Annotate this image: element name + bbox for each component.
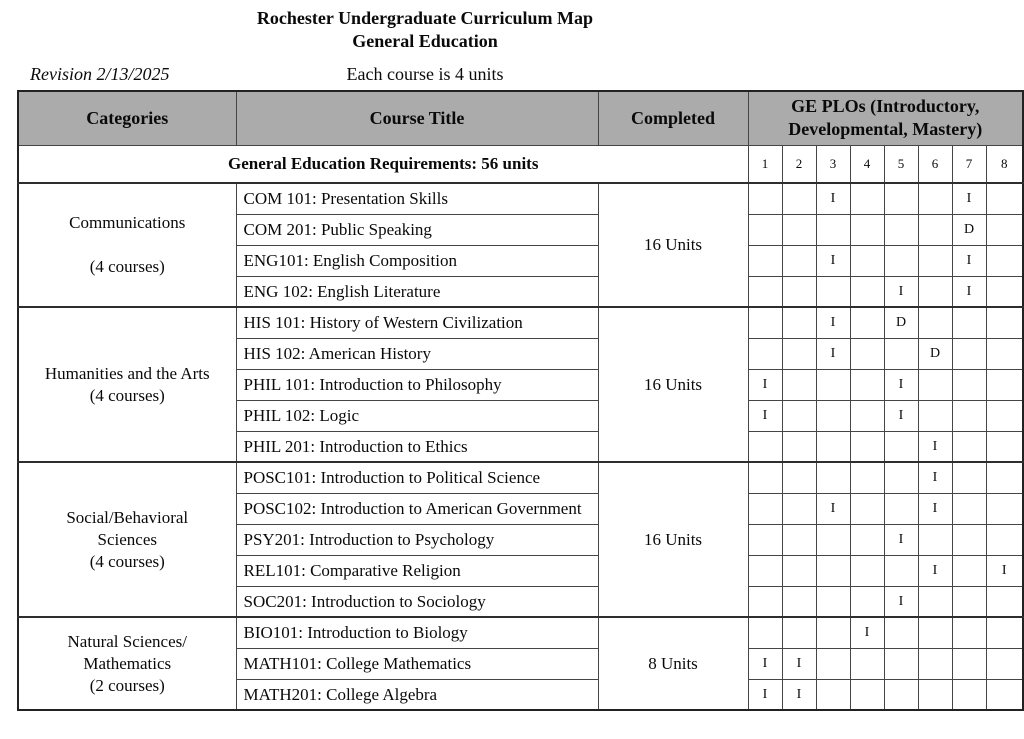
- plo-empty-cell: [884, 462, 918, 493]
- plo-column-number: 2: [782, 145, 816, 183]
- plo-empty-cell: [952, 648, 986, 679]
- ge-requirements-label: General Education Requirements: 56 units: [18, 145, 748, 183]
- category-line: Mathematics: [83, 653, 172, 673]
- plo-empty-cell: [986, 214, 1023, 245]
- course-title-cell: ENG 102: English Literature: [236, 276, 598, 307]
- plo-mark-cell: I: [986, 555, 1023, 586]
- plo-empty-cell: [816, 214, 850, 245]
- plo-empty-cell: [748, 276, 782, 307]
- plo-empty-cell: [918, 307, 952, 338]
- course-row: [18, 617, 1023, 648]
- ge-plos-header: GE PLOs (Introductory, Developmental, Mastery): [748, 91, 1023, 145]
- plo-empty-cell: [816, 586, 850, 617]
- plo-mark-cell: I: [816, 338, 850, 369]
- plo-empty-cell: [816, 400, 850, 431]
- course-title-cell: HIS 101: History of Western Civilization: [236, 307, 598, 338]
- plo-empty-cell: [782, 369, 816, 400]
- plo-column-number: 5: [884, 145, 918, 183]
- plo-empty-cell: [748, 462, 782, 493]
- plo-empty-cell: [952, 400, 986, 431]
- plo-empty-cell: [884, 245, 918, 276]
- plo-empty-cell: [748, 493, 782, 524]
- units-note: Each course is 4 units: [346, 64, 504, 84]
- plo-empty-cell: [782, 245, 816, 276]
- plo-empty-cell: [782, 276, 816, 307]
- plo-empty-cell: [986, 462, 1023, 493]
- plo-mark-cell: D: [952, 214, 986, 245]
- plo-empty-cell: [816, 431, 850, 462]
- plo-mark-cell: I: [884, 369, 918, 400]
- course-title-cell: SOC201: Introduction to Sociology: [236, 586, 598, 617]
- plo-empty-cell: [748, 524, 782, 555]
- plo-mark-cell: I: [850, 617, 884, 648]
- plo-empty-cell: [748, 555, 782, 586]
- completed-units-cell: 16 Units: [598, 307, 748, 462]
- plo-empty-cell: [952, 338, 986, 369]
- plo-empty-cell: [986, 679, 1023, 710]
- course-title-cell: REL101: Comparative Religion: [236, 555, 598, 586]
- course-row: [18, 462, 1023, 493]
- category-cell: [18, 183, 236, 307]
- plo-column-number: 6: [918, 145, 952, 183]
- course-row: [18, 183, 1023, 214]
- plo-empty-cell: [986, 493, 1023, 524]
- plo-empty-cell: [850, 586, 884, 617]
- plo-empty-cell: [748, 245, 782, 276]
- plo-empty-cell: [986, 245, 1023, 276]
- plo-mark-cell: I: [952, 183, 986, 214]
- course-title-cell: HIS 102: American History: [236, 338, 598, 369]
- plo-empty-cell: [952, 369, 986, 400]
- course-title-cell: COM 201: Public Speaking: [236, 214, 598, 245]
- categories-header: Categories: [18, 91, 236, 145]
- completed-units-cell: 16 Units: [598, 462, 748, 617]
- plo-empty-cell: [952, 462, 986, 493]
- plo-mark-cell: I: [748, 400, 782, 431]
- plo-empty-cell: [850, 400, 884, 431]
- category-line: Communications: [69, 213, 186, 233]
- plo-empty-cell: [850, 679, 884, 710]
- plo-empty-cell: [748, 183, 782, 214]
- category-cell: [18, 307, 236, 462]
- category-cell: [18, 617, 236, 710]
- plo-column-number: 4: [850, 145, 884, 183]
- plo-empty-cell: [884, 648, 918, 679]
- plo-column-number: 3: [816, 145, 850, 183]
- plo-empty-cell: [884, 493, 918, 524]
- plo-empty-cell: [986, 369, 1023, 400]
- plo-empty-cell: [748, 307, 782, 338]
- completed-units-cell: 8 Units: [598, 617, 748, 710]
- plo-empty-cell: [850, 462, 884, 493]
- plo-empty-cell: [884, 338, 918, 369]
- plo-mark-cell: I: [816, 493, 850, 524]
- category-line: [23, 234, 232, 256]
- plo-empty-cell: [952, 307, 986, 338]
- course-title-cell: PHIL 201: Introduction to Ethics: [236, 431, 598, 462]
- plo-empty-cell: [748, 617, 782, 648]
- plo-empty-cell: [918, 648, 952, 679]
- plo-empty-cell: [748, 431, 782, 462]
- header-sub-row: [0, 63, 850, 86]
- course-row: [18, 307, 1023, 338]
- plo-empty-cell: [782, 462, 816, 493]
- plo-empty-cell: [782, 493, 816, 524]
- plo-empty-cell: [884, 214, 918, 245]
- plo-empty-cell: [986, 431, 1023, 462]
- category-line: Social/Behavioral: [66, 507, 189, 527]
- plo-mark-cell: I: [952, 245, 986, 276]
- course-title-cell: POSC101: Introduction to Political Science: [236, 462, 598, 493]
- plo-mark-cell: I: [748, 679, 782, 710]
- plo-empty-cell: [952, 431, 986, 462]
- plo-mark-cell: I: [952, 276, 986, 307]
- plo-mark-cell: I: [816, 183, 850, 214]
- plo-empty-cell: [918, 586, 952, 617]
- plo-empty-cell: [782, 338, 816, 369]
- plo-empty-cell: [782, 555, 816, 586]
- table-header-row: [18, 91, 1023, 145]
- category-line: (4 courses): [89, 257, 165, 277]
- plo-empty-cell: [748, 338, 782, 369]
- plo-empty-cell: [816, 524, 850, 555]
- plo-mark-cell: I: [748, 369, 782, 400]
- plo-empty-cell: [884, 431, 918, 462]
- plo-empty-cell: [918, 245, 952, 276]
- plo-empty-cell: [782, 214, 816, 245]
- plo-empty-cell: [850, 276, 884, 307]
- plo-mark-cell: I: [918, 555, 952, 586]
- plo-mark-cell: I: [816, 307, 850, 338]
- plo-mark-cell: D: [918, 338, 952, 369]
- category-line: Sciences: [97, 529, 157, 549]
- completed-units-cell: 16 Units: [598, 183, 748, 307]
- plo-empty-cell: [918, 679, 952, 710]
- plo-empty-cell: [952, 617, 986, 648]
- plo-empty-cell: [952, 524, 986, 555]
- course-title-cell: POSC102: Introduction to American Government: [236, 493, 598, 524]
- requirements-row: [18, 145, 1023, 183]
- plo-empty-cell: [918, 276, 952, 307]
- plo-column-number: 1: [748, 145, 782, 183]
- plo-empty-cell: [782, 400, 816, 431]
- plo-empty-cell: [816, 679, 850, 710]
- course-title-cell: BIO101: Introduction to Biology: [236, 617, 598, 648]
- plo-mark-cell: I: [918, 493, 952, 524]
- course-title-cell: MATH101: College Mathematics: [236, 648, 598, 679]
- plo-mark-cell: I: [884, 276, 918, 307]
- plo-empty-cell: [986, 617, 1023, 648]
- course-title-cell: PHIL 102: Logic: [236, 400, 598, 431]
- plo-empty-cell: [850, 493, 884, 524]
- category-line: Natural Sciences/: [67, 631, 187, 651]
- plo-empty-cell: [782, 183, 816, 214]
- plo-mark-cell: I: [782, 679, 816, 710]
- plo-empty-cell: [850, 555, 884, 586]
- plo-empty-cell: [918, 369, 952, 400]
- plo-empty-cell: [918, 214, 952, 245]
- document-header: [0, 7, 850, 86]
- plo-empty-cell: [884, 617, 918, 648]
- plo-empty-cell: [816, 648, 850, 679]
- plo-empty-cell: [952, 586, 986, 617]
- category-line: (4 courses): [89, 385, 165, 405]
- plo-empty-cell: [884, 679, 918, 710]
- plo-empty-cell: [986, 648, 1023, 679]
- plo-empty-cell: [850, 524, 884, 555]
- plo-empty-cell: [782, 431, 816, 462]
- plo-empty-cell: [986, 524, 1023, 555]
- revision-date: Revision 2/13/2025: [30, 64, 170, 84]
- course-title-cell: COM 101: Presentation Skills: [236, 183, 598, 214]
- plo-empty-cell: [986, 400, 1023, 431]
- plo-empty-cell: [748, 214, 782, 245]
- course-title-cell: PSY201: Introduction to Psychology: [236, 524, 598, 555]
- plo-mark-cell: I: [884, 400, 918, 431]
- plo-empty-cell: [884, 555, 918, 586]
- plo-mark-cell: I: [918, 462, 952, 493]
- plo-empty-cell: [952, 555, 986, 586]
- plo-mark-cell: I: [918, 431, 952, 462]
- plo-column-number: 8: [986, 145, 1023, 183]
- plo-empty-cell: [850, 648, 884, 679]
- plo-empty-cell: [816, 369, 850, 400]
- plo-empty-cell: [986, 338, 1023, 369]
- plo-empty-cell: [850, 431, 884, 462]
- plo-mark-cell: I: [884, 586, 918, 617]
- plo-empty-cell: [952, 493, 986, 524]
- category-line: (4 courses): [89, 551, 165, 571]
- plo-mark-cell: I: [816, 245, 850, 276]
- plo-empty-cell: [918, 183, 952, 214]
- plo-empty-cell: [986, 276, 1023, 307]
- plo-empty-cell: [986, 183, 1023, 214]
- plo-empty-cell: [782, 617, 816, 648]
- plo-empty-cell: [782, 307, 816, 338]
- course-title-cell: MATH201: College Algebra: [236, 679, 598, 710]
- plo-empty-cell: [850, 369, 884, 400]
- category-line: (2 courses): [89, 675, 165, 695]
- plo-empty-cell: [816, 276, 850, 307]
- plo-mark-cell: I: [748, 648, 782, 679]
- plo-empty-cell: [782, 524, 816, 555]
- plo-empty-cell: [816, 462, 850, 493]
- plo-column-number: 7: [952, 145, 986, 183]
- plo-empty-cell: [850, 245, 884, 276]
- curriculum-table: [17, 90, 1024, 711]
- plo-empty-cell: [884, 183, 918, 214]
- plo-empty-cell: [816, 617, 850, 648]
- plo-empty-cell: [782, 586, 816, 617]
- course-title-cell: ENG101: English Composition: [236, 245, 598, 276]
- plo-empty-cell: [816, 555, 850, 586]
- course-title-cell: PHIL 101: Introduction to Philosophy: [236, 369, 598, 400]
- page-title: Rochester Undergraduate Curriculum Map: [256, 8, 594, 28]
- plo-empty-cell: [850, 214, 884, 245]
- plo-empty-cell: [850, 338, 884, 369]
- plo-empty-cell: [952, 679, 986, 710]
- plo-empty-cell: [986, 307, 1023, 338]
- plo-mark-cell: I: [782, 648, 816, 679]
- plo-mark-cell: D: [884, 307, 918, 338]
- category-line: Humanities and the Arts: [44, 363, 210, 383]
- plo-empty-cell: [986, 586, 1023, 617]
- course-title-header: Course Title: [236, 91, 598, 145]
- plo-empty-cell: [918, 400, 952, 431]
- completed-header: Completed: [598, 91, 748, 145]
- page-subtitle: General Education: [352, 31, 498, 51]
- plo-empty-cell: [918, 617, 952, 648]
- plo-empty-cell: [748, 586, 782, 617]
- plo-empty-cell: [850, 307, 884, 338]
- plo-mark-cell: I: [884, 524, 918, 555]
- plo-empty-cell: [850, 183, 884, 214]
- category-cell: [18, 462, 236, 617]
- plo-empty-cell: [918, 524, 952, 555]
